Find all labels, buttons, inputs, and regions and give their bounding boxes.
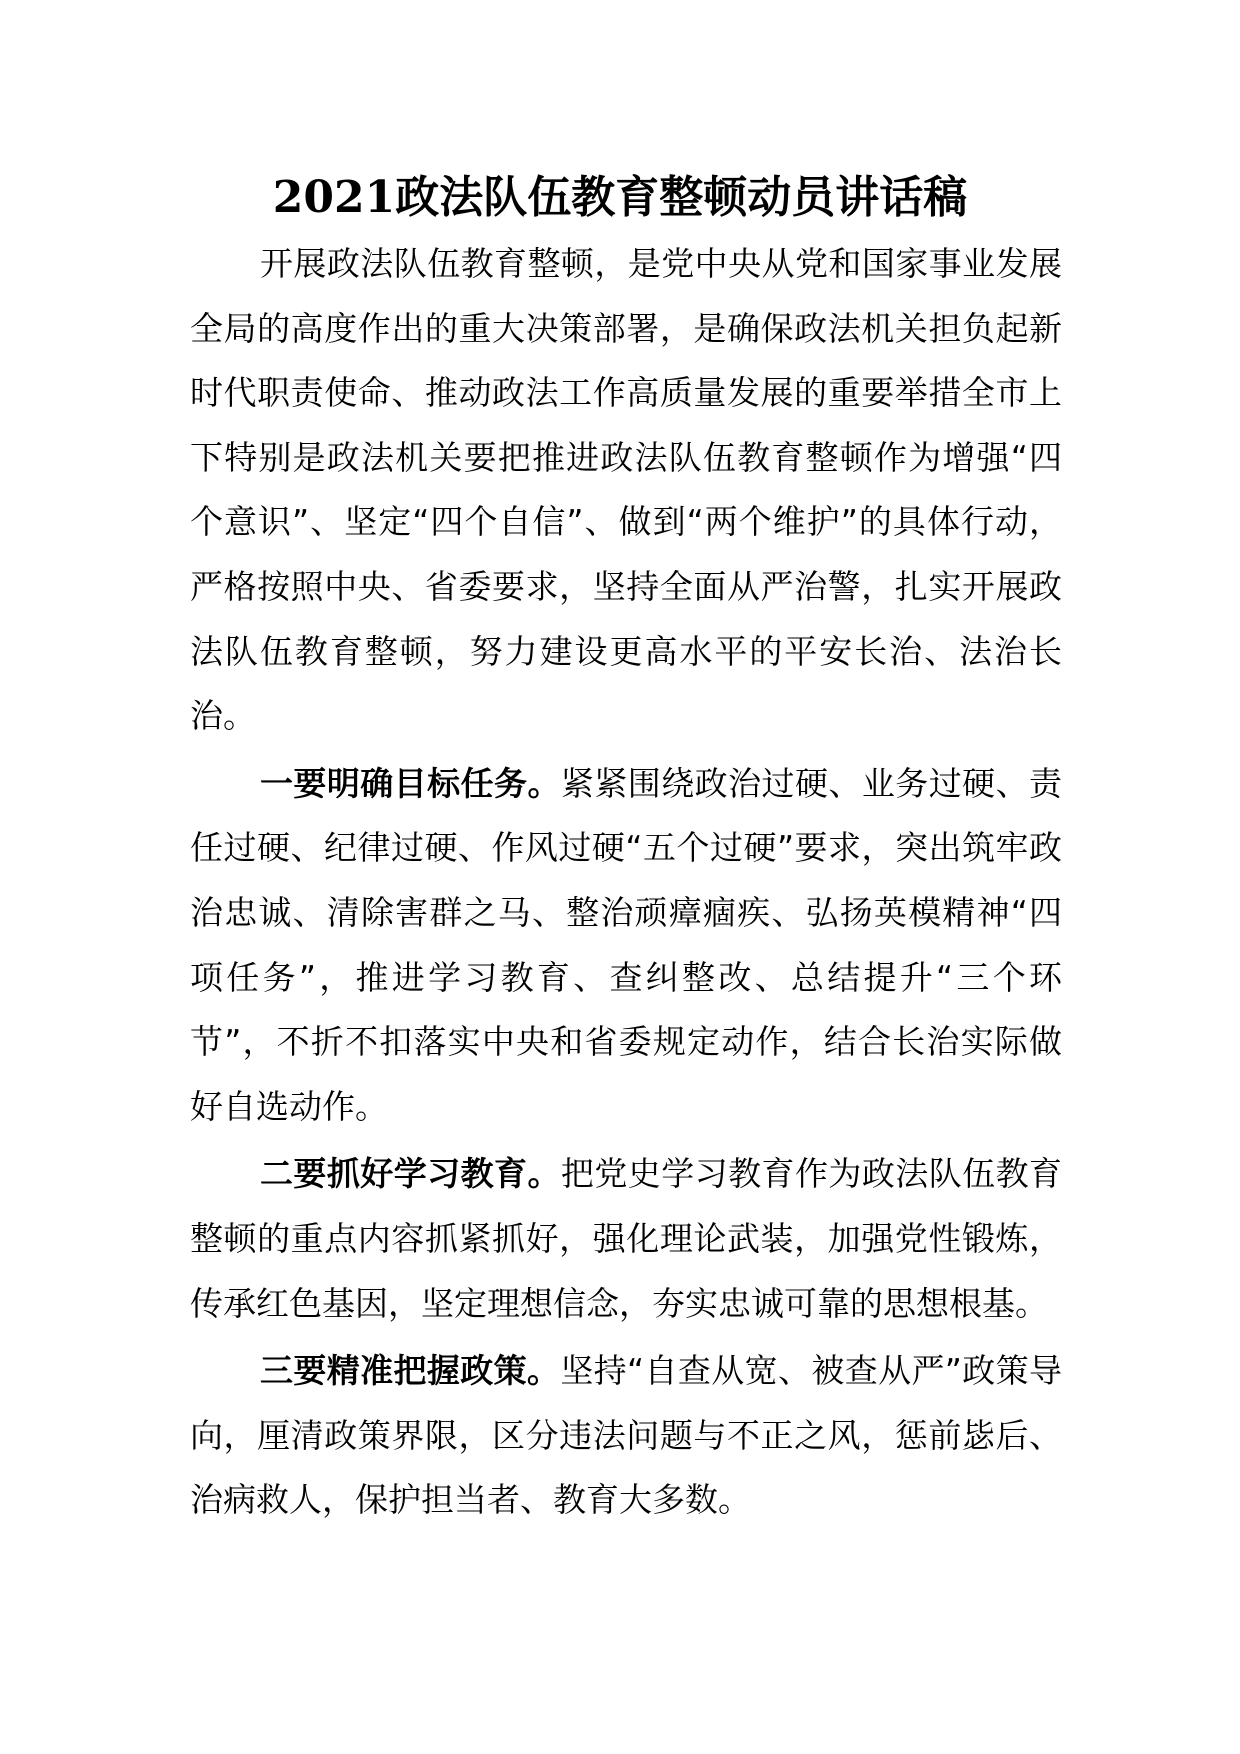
paragraph-text: 开展政法队伍教育整顿，是党中央从党和国家事业发展全局的高度作出的重大决策部署，是确保政法机关担负起新时代职责使命、推动政法工作高质量发展的重要举措全市上下特别是政法机关要把推进政法队伍教育整顿作为增强“四个意识”、坚定“四个自信”、做到“两个维护”的具体行动，严格按照中央、省委要求，坚持全面从严治警，扎实开展政法队伍教育整顿，努力建设更高水平的平安长治、法治长治。 (190, 244, 1062, 736)
paragraph-text: 把党史学习教育作为政法队伍教育整顿的重点内容抓紧抓好，强化理论武装，加强党性锻炼，传承红色基因，坚定理想信念，夯实忠诚可靠的思想根基。 (190, 1154, 1063, 1323)
paragraph-point-1 (190, 752, 1062, 1140)
paragraph-lead: 二要抓好学习教育。 (260, 1154, 561, 1194)
paragraph-lead: 一要明确目标任务。 (260, 763, 561, 803)
paragraph-text: 紧紧围绕政治过硬、业务过硬、责任过硬、纪律过硬、作风过硬“五个过硬”要求，突出筑牢政治忠诚、清除害群之马、整治顽瘴痼疾、弘扬英模精神“四项任务”，推进学习教育、查纠整改、总结提升“三个环节”，不折不扣落实中央和省委规定动作，结合长治实际做好自选动作。 (190, 763, 1063, 1126)
document-title: 2021政法队伍教育整顿动员讲话稿 (272, 172, 968, 223)
paragraph-text: 坚持“自查从宽、被查从严”政策导向，厘清政策界限，区分违法问题与不正之风，惩前毖后、治病救人，保护担当者、教育大多数。 (190, 1351, 1063, 1520)
paragraph-point-3 (190, 1339, 1062, 1533)
paragraph-lead: 三要精准把握政策。 (260, 1351, 561, 1391)
paragraph-intro (190, 232, 1062, 749)
document-body (190, 232, 1062, 1536)
paragraph-point-2 (190, 1142, 1062, 1336)
